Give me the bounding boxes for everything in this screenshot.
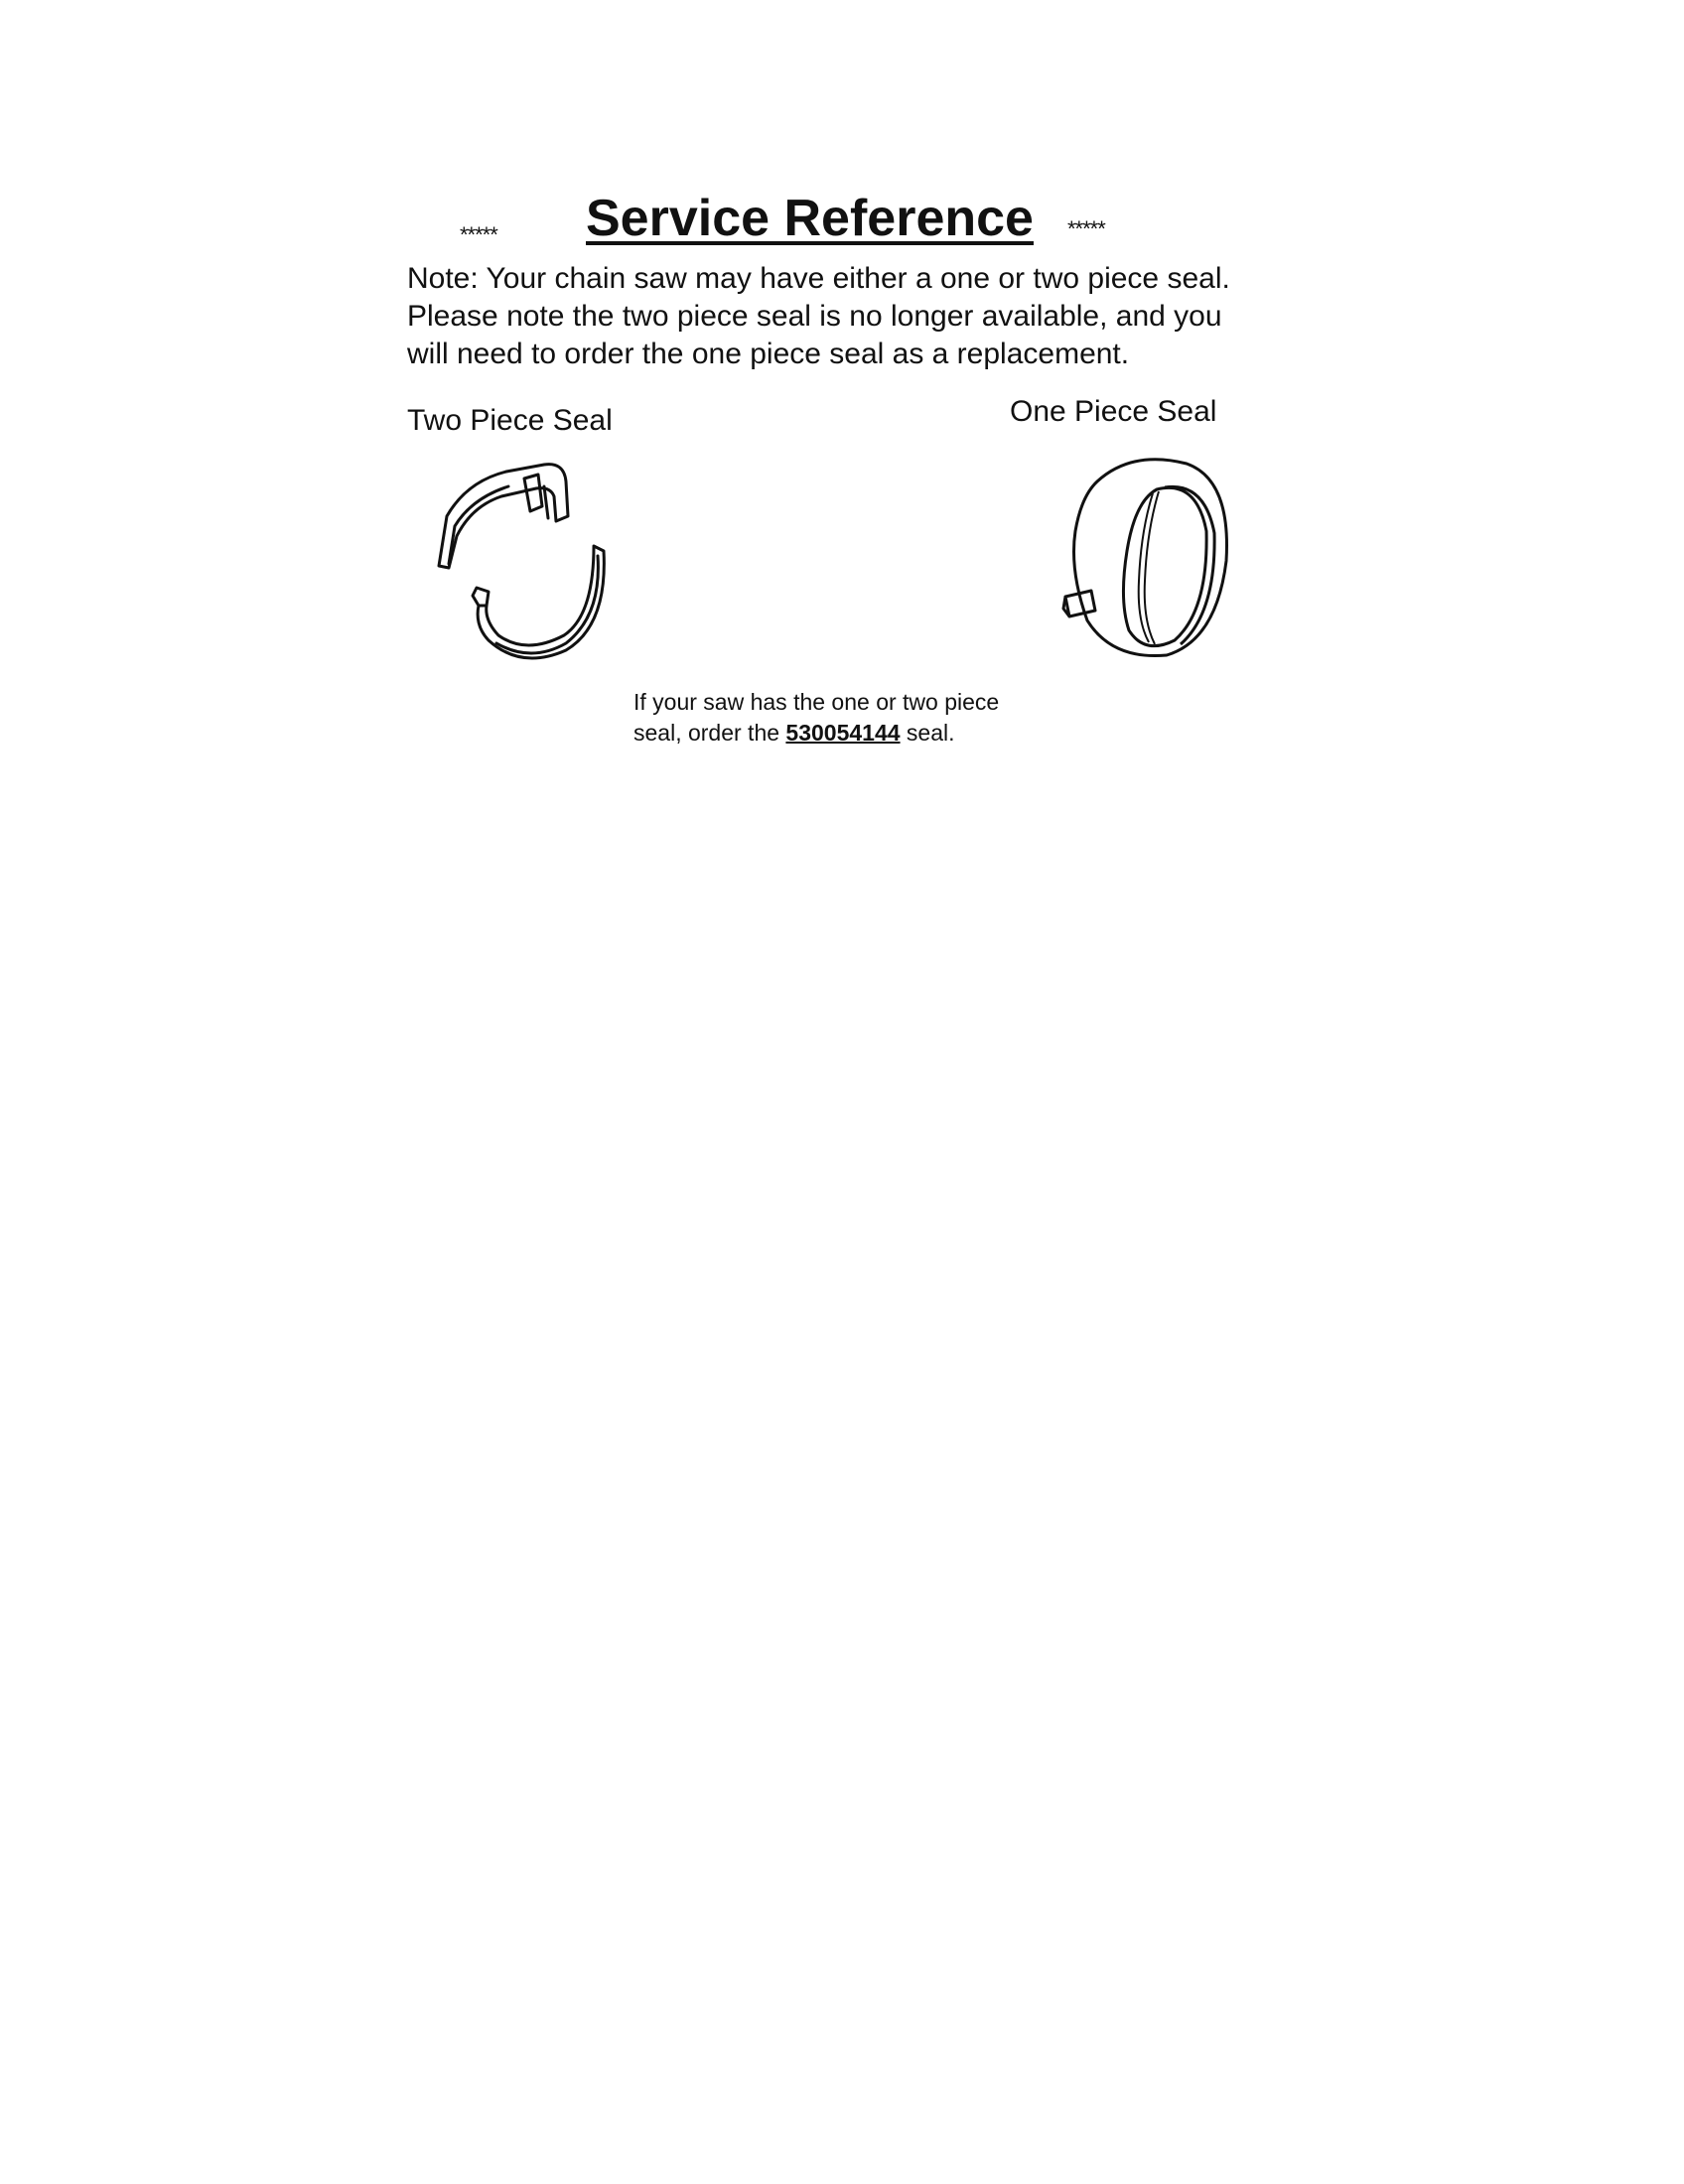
note-paragraph	[407, 260, 1261, 373]
stars-decoration-left: *****	[460, 222, 497, 247]
note-line: Please note the two piece seal is no longer available, and you	[407, 300, 1222, 333]
one-piece-seal-label: One Piece Seal	[1010, 395, 1217, 428]
order-text: If your saw has the one or two piece seal, order the	[633, 689, 1000, 746]
page-header	[452, 189, 1167, 258]
two-piece-seal-icon	[427, 457, 606, 675]
page-title: Service Reference	[586, 190, 1034, 247]
stars-decoration-right: *****	[1067, 216, 1105, 241]
note-line: Note: Your chain saw may have either a one or two piece seal.	[407, 262, 1230, 295]
order-instructions	[633, 687, 1011, 749]
two-piece-seal-label: Two Piece Seal	[407, 404, 613, 437]
one-piece-seal-icon	[1057, 452, 1236, 665]
order-text-end: seal.	[900, 720, 955, 746]
note-line: will need to order the one piece seal as a replacement.	[407, 338, 1130, 370]
part-number: 530054144	[785, 720, 901, 746]
